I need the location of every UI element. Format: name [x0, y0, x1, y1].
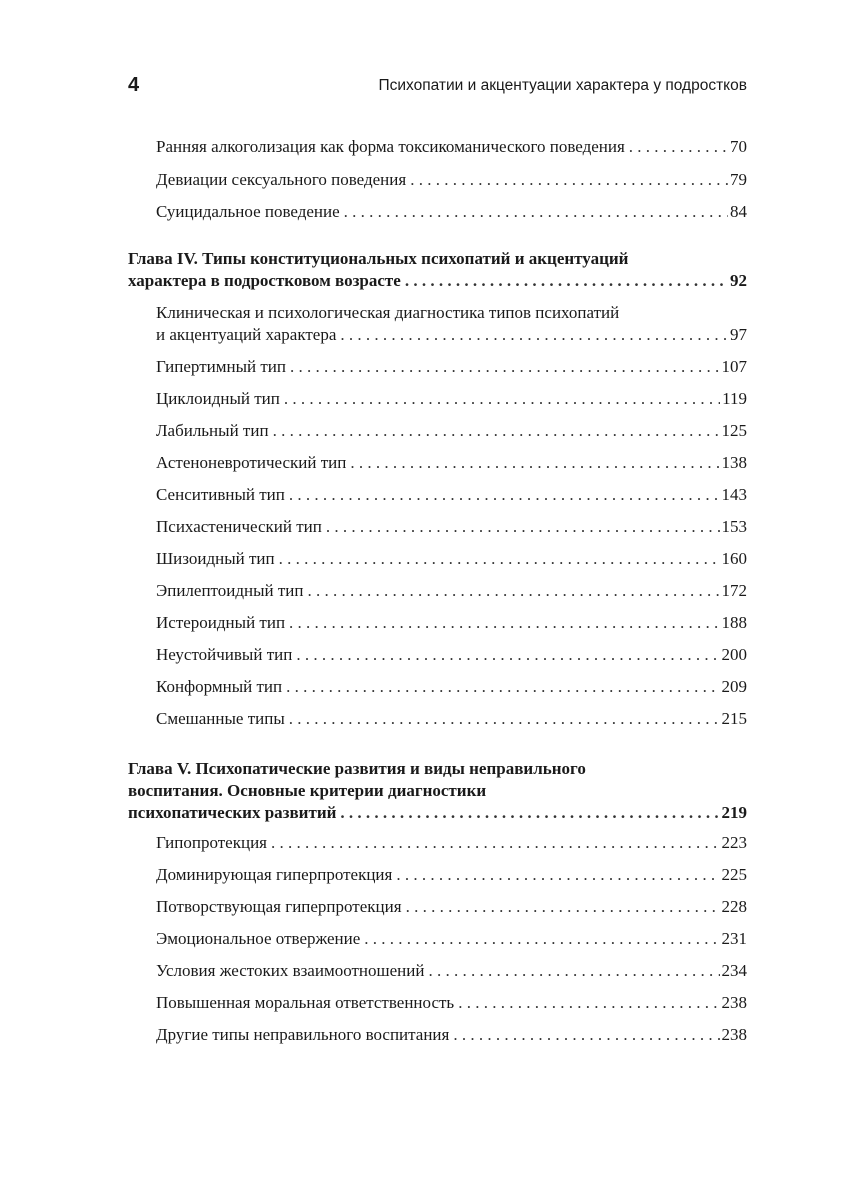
- toc-page: 223: [721, 833, 747, 852]
- toc-page: 153: [721, 517, 747, 536]
- toc-entry[interactable]: Психастенический тип . . . 153: [156, 516, 747, 538]
- toc-entry[interactable]: Условия жестоких взаимоотношений . . . 234: [156, 960, 747, 982]
- toc-entry[interactable]: Доминирующая гиперпротекция . . . 225: [156, 864, 747, 886]
- toc-entry[interactable]: Астеноневротический тип . . . 138: [156, 452, 747, 474]
- toc-page: 70: [730, 137, 747, 156]
- toc-entry[interactable]: Эмоциональное отвержение . . . 231: [156, 928, 747, 950]
- toc-page: 125: [721, 421, 747, 440]
- toc-page: 172: [721, 581, 747, 600]
- toc-page: 160: [721, 549, 747, 568]
- toc-entry[interactable]: Циклоидный тип . . . 119: [156, 388, 747, 410]
- toc-page: 92: [730, 271, 747, 290]
- toc-chapter-4[interactable]: [128, 248, 747, 292]
- toc-entry[interactable]: Шизоидный тип . . . 160: [156, 548, 747, 570]
- chapter-title-line: характера в подростковом возрасте: [128, 271, 401, 290]
- toc-entry[interactable]: Девиации сексуального поведения . . . 79: [156, 169, 747, 191]
- chapter-title-line: Глава V. Психопатические развития и виды неправильного: [128, 759, 586, 778]
- toc-entry[interactable]: Гипопротекция . . . 223: [156, 832, 747, 854]
- toc-page: 119: [722, 389, 747, 408]
- toc-entry[interactable]: Повышенная моральная ответственность . . . 238: [156, 992, 747, 1014]
- toc-page: 138: [721, 453, 747, 472]
- toc-entry[interactable]: Гипертимный тип . . . 107: [156, 356, 747, 378]
- toc-entry[interactable]: Клиническая и психологическая диагностика типов психопатий и акцентуаций характера . . . 97: [156, 302, 747, 346]
- toc-page: 234: [721, 961, 747, 980]
- page-number: 4: [128, 74, 140, 96]
- chapter-title-line: психопатических развитий: [128, 803, 337, 822]
- toc-chapter-5[interactable]: [128, 758, 747, 824]
- toc-entry[interactable]: Сенситивный тип . . . 143: [156, 484, 747, 506]
- toc-page: 200: [721, 645, 747, 664]
- toc-page: 238: [721, 993, 747, 1012]
- toc-page: 209: [721, 677, 747, 696]
- page-header: [128, 74, 747, 100]
- chapter-title-line: воспитания. Основные критерии диагностики: [128, 781, 487, 800]
- toc-page: 219: [721, 803, 747, 822]
- toc-page: 84: [730, 202, 747, 221]
- toc-entry[interactable]: Эпилептоидный тип . . . 172: [156, 580, 747, 602]
- toc-entry[interactable]: Смешанные типы . . . 215: [156, 708, 747, 730]
- toc-page: 79: [730, 170, 747, 189]
- toc-entry[interactable]: Ранняя алкоголизация как форма токсикоманического поведения . . . 70: [156, 136, 747, 158]
- toc-entry[interactable]: Неустойчивый тип . . . 200: [156, 644, 747, 666]
- toc-entry[interactable]: Суицидальное поведение . . . 84: [156, 201, 747, 223]
- toc-page: 97: [730, 325, 747, 344]
- toc-page: 215: [721, 709, 747, 728]
- running-title: Психопатии и акцентуации характера у подростков: [378, 77, 747, 94]
- toc-page: 228: [721, 897, 747, 916]
- toc-entry[interactable]: Лабильный тип . . . 125: [156, 420, 747, 442]
- toc-page: 231: [721, 929, 747, 948]
- toc-page: 225: [721, 865, 747, 884]
- chapter-title-line: Глава IV. Типы конституциональных психопатий и акцентуаций: [128, 249, 629, 268]
- toc-entry[interactable]: Конформный тип . . . 209: [156, 676, 747, 698]
- toc-page: 188: [721, 613, 747, 632]
- toc-page: 238: [721, 1025, 747, 1044]
- toc-page: 143: [721, 485, 747, 504]
- toc-page: 107: [721, 357, 747, 376]
- toc-entry[interactable]: Потворствующая гиперпротекция . . . 228: [156, 896, 747, 918]
- toc-entry[interactable]: Другие типы неправильного воспитания . . . 238: [156, 1024, 747, 1046]
- toc-entry[interactable]: Истероидный тип . . . 188: [156, 612, 747, 634]
